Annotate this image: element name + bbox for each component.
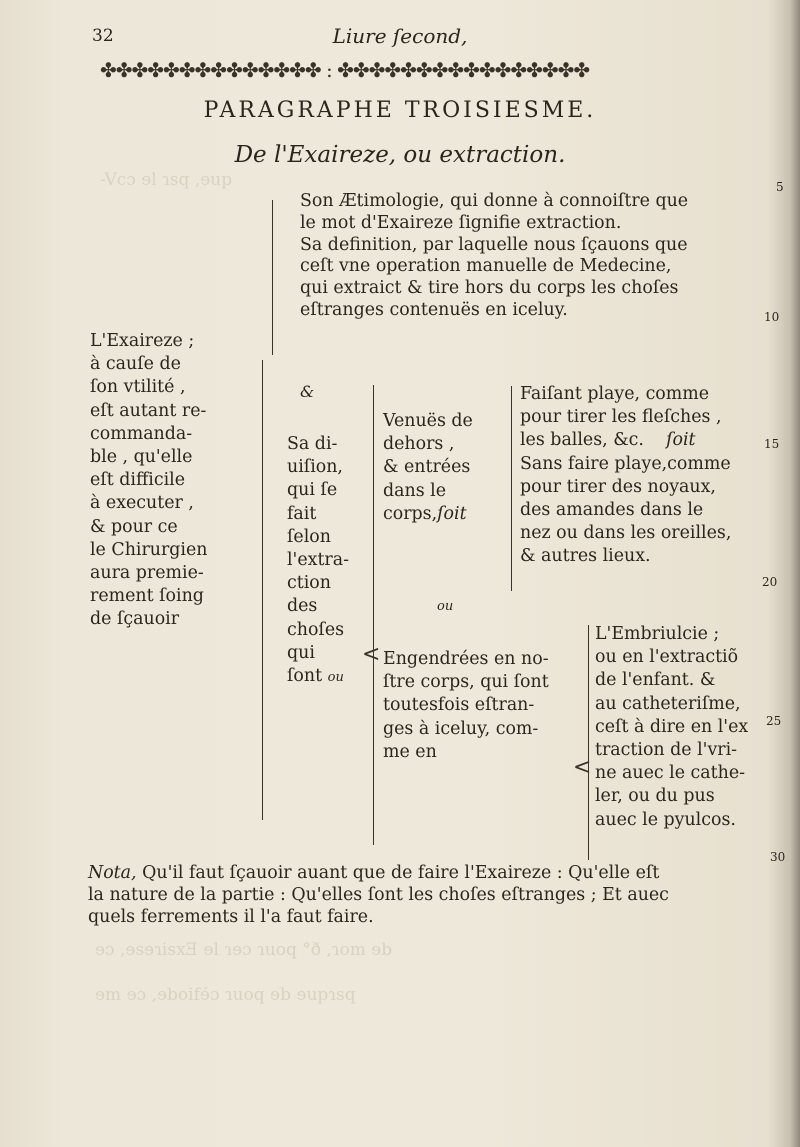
show-through-text: -Vcɔ ɘl ɿsq ,ɘup [100,170,233,190]
left-line: à cauſe de [90,354,181,375]
page-number: 32 [92,26,114,46]
running-title: Liure ſecond, [332,24,468,48]
left-line: eſt autant re- [90,400,207,421]
division-line: fait [287,503,317,524]
left-line: rement ſoing [90,586,204,607]
faisant-column [520,383,731,569]
page-edge [790,0,800,1147]
left-line: à executer , [90,493,194,514]
intro-line: le mot d'Exaireze ſignifie extraction. [300,212,622,233]
division-line: Sa di- [287,434,338,454]
left-line: le Chirurgien [90,539,208,560]
nota-block [88,862,778,928]
engendrees-line: ſtre corps, qui ſont [383,672,549,693]
nota-label: Nota, [88,863,137,883]
embriulcie-line: ou en l'extractiõ [595,647,739,668]
left-column [90,330,207,632]
division-line: qui ſe [287,480,338,501]
venues-line: & entrées [383,457,471,478]
show-through-text: ɘɔ ,ɘsɘɿisxƎ ɘl ɿɘɔ ɿuoq °ð ,ɿom ɘb [95,940,393,960]
left-line: ſon vtilité , [90,377,186,398]
faisant-line: pour tirer des noyaux, [520,476,716,497]
line-number: 10 [764,310,780,324]
venues-line: dehors , [383,434,455,455]
line-number: 20 [762,575,778,589]
section-heading: PARAGRAPHE TROISIESME. [203,98,597,123]
embriulcie-line: de l'enfant. & [595,670,716,691]
embriulcie-line: traction de l'vri- [595,740,738,761]
intro-line: qui extraict & tire hors du corps les choſes [300,278,679,299]
engendrees-line: Engendrées en no- [383,649,549,669]
engendrees-line: ges à iceluy, com- [383,718,539,739]
left-line: aura premie- [90,563,204,584]
ou-connector: ou [437,599,454,614]
left-line: L'Exaireze ; [90,331,195,351]
ornament-band: ✤✤✤✤✤✤✤✤✤✤✤✤✤✤ : ✤✤✤✤✤✤✤✤✤✤✤✤✤✤✤✤ [100,58,590,82]
nota-line: Nota, Qu'il faut ſçauoir auant que de faire l'Exaireze : Qu'elle eſt [88,863,660,883]
left-line: & pour ce [90,516,178,537]
division-line: qui [287,642,315,663]
intro-line: Son Ætimologie, qui donne à connoiſtre que [300,191,689,211]
embriulcie-column [595,623,748,832]
engendrees-column [383,648,549,764]
faisant-line: des amandes dans le [520,500,704,521]
faisant-line: les balles, &c. ſoit [520,430,696,451]
venues-line: Venuës de [383,411,473,431]
embriulcie-line: L'Embriulcie ; [595,624,720,644]
brace-rule [373,385,374,845]
brace-rule [262,360,263,820]
embriulcie-line: au catheteriſme, [595,693,741,714]
brace-point: < [573,755,592,780]
embriulcie-line: ne auec le cathe- [595,763,745,784]
intro-block [300,191,688,322]
nota-line: quels ferrements il l'a faut faire. [88,907,374,927]
faisant-line: Faiſant playe, comme [520,384,710,404]
division-line: l'extra- [287,550,349,571]
left-line: eſt difficile [90,470,186,491]
line-number: 25 [766,714,782,728]
venues-line: corps,ſoit [383,503,467,524]
intro-line: Sa definition, par laquelle nous ſçauons que [300,234,688,255]
engendrees-line: me en [383,741,437,762]
brace-rule [511,386,512,591]
line-number: 15 [764,437,780,451]
venues-column [383,410,473,526]
intro-line: eſtranges contenuës en iceluy. [300,299,568,320]
division-line: ſelon [287,526,331,547]
embriulcie-line: ler, ou du pus [595,786,715,807]
division-line: uiſion, [287,457,343,478]
intro-line: ceſt vne operation manuelle de Medecine, [300,256,672,277]
nota-line: la nature de la partie : Qu'elles ſont les choſes eſtranges ; Et auec [88,885,669,905]
venues-line: dans le [383,480,447,501]
brace-rule [272,200,273,355]
division-line: choſes [287,619,345,640]
division-line: des [287,596,318,617]
line-number: 5 [776,180,784,194]
left-line: commanda- [90,423,193,444]
brace-rule [588,625,589,860]
left-line: de ſçauoir [90,609,180,630]
division-line: ſont ou [287,666,344,687]
line-number: 30 [770,850,786,864]
faisant-line: Sans faire playe,comme [520,453,731,474]
brace-point: < [362,642,381,667]
engendrees-line: toutesfois eſtran- [383,695,535,716]
division-column [287,433,349,689]
embriulcie-line: auec le pyulcos. [595,809,736,830]
embriulcie-line: ceſt à dire en l'ex [595,716,749,737]
faisant-line: pour tirer les fleſches , [520,407,722,428]
division-line: ction [287,573,331,594]
show-through-text: ɘm ɘɔ ,ɘboifɘ́ɔ ɿuoq ɘb ɘupɿsq [95,985,356,1005]
amp-mark: & [300,382,315,401]
section-subtitle: De l'Exaireze, ou extraction. [234,142,566,168]
faisant-line: & autres lieux. [520,546,651,567]
left-line: ble , qu'elle [90,447,193,468]
faisant-line: nez ou dans les oreilles, [520,523,732,544]
